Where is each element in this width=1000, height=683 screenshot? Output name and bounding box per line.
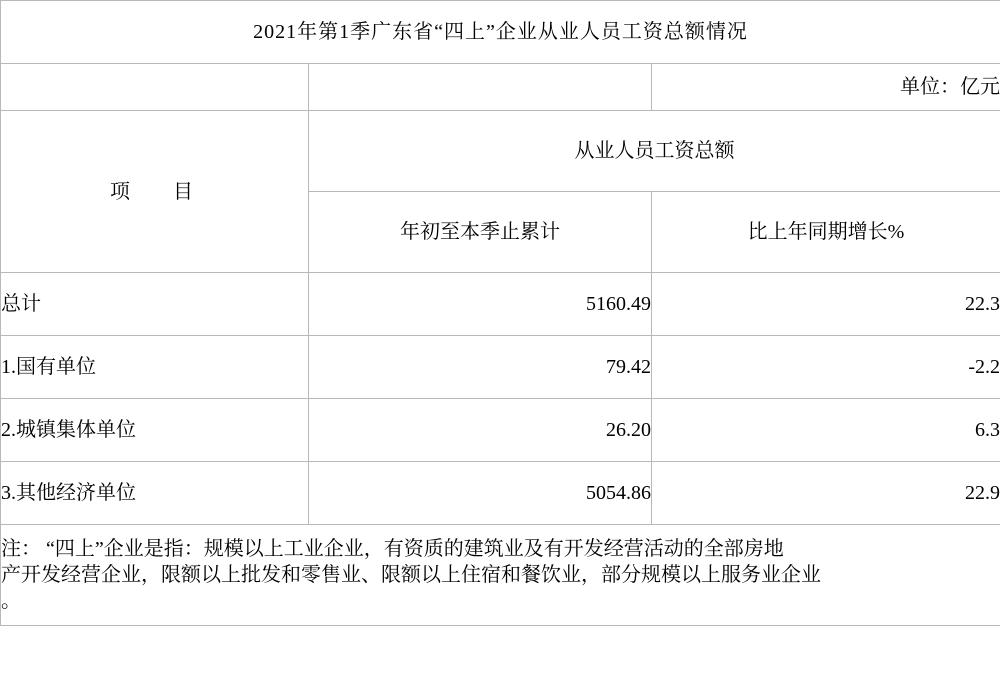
header-group-wages: 从业人员工资总额: [309, 111, 1000, 192]
row-value-urban-collective-growth: 6.3: [652, 399, 1000, 462]
row-label-urban-collective: 2.城镇集体单位: [1, 399, 309, 462]
header-growth: 比上年同期增长%: [652, 192, 1000, 273]
blank-cell-left: [1, 64, 309, 111]
footnote-line-2: 产开发经营企业，限额以上批发和零售业、限额以上住宿和餐饮业，部分规模以上服务业企业: [1, 564, 821, 586]
row-value-other-economic-growth: 22.9: [652, 462, 1000, 525]
note-row: [1, 525, 1000, 626]
footnote: [1, 525, 1000, 626]
table-row: [1, 273, 1000, 336]
row-value-total-cumulative: 5160.49: [309, 273, 652, 336]
header-item-column: 项 目: [1, 111, 309, 273]
page-title: 2021年第1季广东省“四上”企业从业人员工资总额情况: [1, 1, 1000, 64]
row-label-state-owned: 1.国有单位: [1, 336, 309, 399]
blank-cell-middle: [309, 64, 652, 111]
title-row: [1, 1, 1000, 64]
row-label-other-economic: 3.其他经济单位: [1, 462, 309, 525]
row-label-total: 总计: [1, 273, 309, 336]
header-group-row: [1, 111, 1000, 192]
table-row: [1, 336, 1000, 399]
unit-label: 单位：亿元: [652, 64, 1000, 111]
row-value-state-owned-cumulative: 79.42: [309, 336, 652, 399]
table-row: [1, 462, 1000, 525]
row-value-other-economic-cumulative: 5054.86: [309, 462, 652, 525]
header-cumulative: 年初至本季止累计: [309, 192, 652, 273]
table-row: [1, 399, 1000, 462]
row-value-urban-collective-cumulative: 26.20: [309, 399, 652, 462]
footnote-line-1: 注： “四上”企业是指：规模以上工业企业，有资质的建筑业及有开发经营活动的全部房地: [1, 538, 784, 560]
unit-row: [1, 64, 1000, 111]
row-value-total-growth: 22.3: [652, 273, 1000, 336]
row-value-state-owned-growth: -2.2: [652, 336, 1000, 399]
footnote-line-3: 。: [1, 590, 21, 612]
